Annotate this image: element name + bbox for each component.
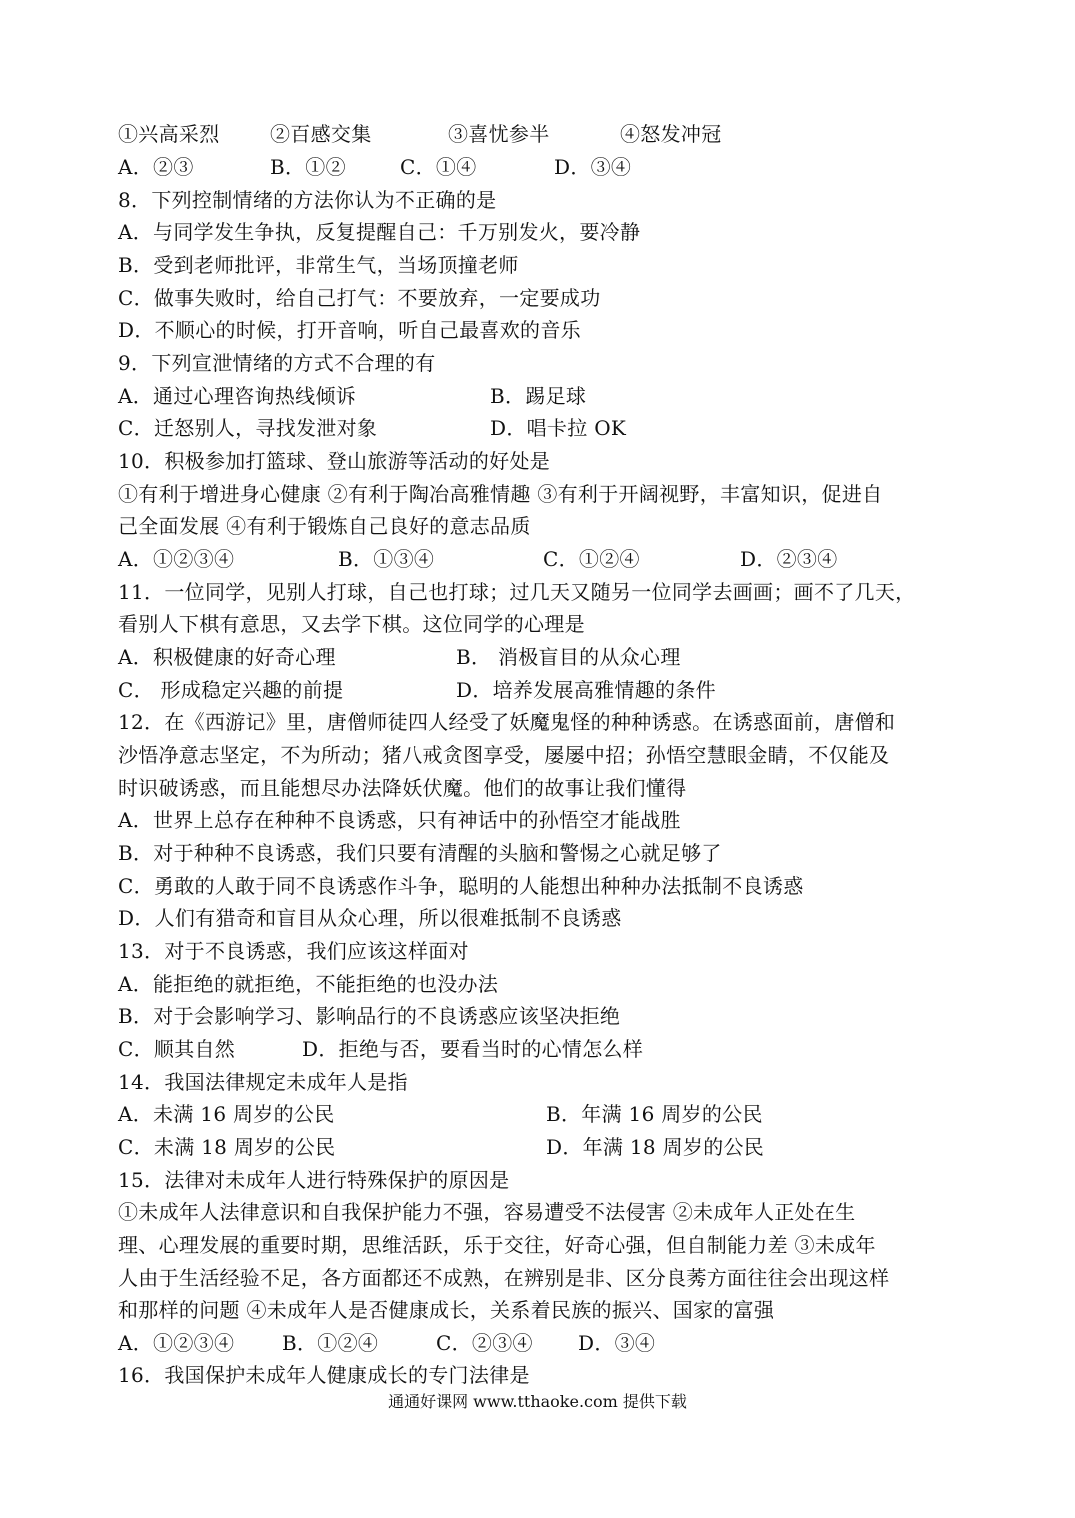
q9-choice-a: A．通过心理咨询热线倾诉 — [118, 384, 357, 408]
q10-line-2: 己全面发展 ④有利于锻炼自己良好的意志品质 — [118, 514, 531, 538]
q13-choice-a: A．能拒绝的就拒绝，不能拒绝的也没办法 — [118, 972, 499, 996]
q15-line-4: 和那样的问题 ④未成年人是否健康成长，关系着民族的振兴、国家的富强 — [118, 1298, 775, 1322]
q13-choice-b: B．对于会影响学习、影响品行的不良诱惑应该坚决拒绝 — [118, 1004, 621, 1028]
q12-choice-b: B．对于种种不良诱惑，我们只要有清醒的头脑和警惕之心就足够了 — [118, 841, 722, 865]
q14-choice-d: D．年满 18 周岁的公民 — [546, 1135, 765, 1159]
q10-line-1: ①有利于增进身心健康 ②有利于陶冶高雅情趣 ③有利于开阔视野，丰富知识，促进自 — [118, 482, 883, 506]
q15-choice-a: A．①②③④ — [118, 1331, 235, 1355]
q12-line-3: 时识破诱惑，而且能想尽办法降妖伏魔。他们的故事让我们懂得 — [118, 776, 687, 800]
q7-option-3: ③喜忧参半 — [448, 122, 550, 146]
q12-choice-c: C．勇敢的人敢于同不良诱惑作斗争，聪明的人能想出种种办法抵制不良诱惑 — [118, 874, 804, 898]
q15-choice-d: D．③④ — [578, 1331, 656, 1355]
q7-choice-a: A．②③ — [118, 155, 194, 179]
q15-line-2: 理、心理发展的重要时期，思维活跃，乐于交往，好奇心强，但自制能力差 ③未成年 — [118, 1233, 876, 1257]
q11-choice-c: C． 形成稳定兴趣的前提 — [118, 678, 344, 702]
q13-stem: 13．对于不良诱惑，我们应该这样面对 — [118, 939, 469, 963]
q9-choice-c: C．迁怒别人，寻找发泄对象 — [118, 416, 378, 440]
q11-line-2: 看别人下棋有意思，又去学下棋。这位同学的心理是 — [118, 612, 585, 636]
q12-line-1: 12．在《西游记》里，唐僧师徒四人经受了妖魔鬼怪的种种诱惑。在诱惑面前，唐僧和 — [118, 710, 896, 734]
q10-choice-d: D．②③④ — [740, 547, 838, 571]
q8-choice-a: A．与同学发生争执，反复提醒自己：千万别发火，要冷静 — [118, 220, 641, 244]
q7-option-2: ②百感交集 — [270, 122, 372, 146]
q7-option-4: ④怒发冲冠 — [620, 122, 722, 146]
q9-choice-d: D．唱卡拉 OK — [490, 416, 627, 440]
q14-stem: 14．我国法律规定未成年人是指 — [118, 1070, 408, 1094]
q14-choice-c: C．未满 18 周岁的公民 — [118, 1135, 336, 1159]
q16-stem: 16．我国保护未成年人健康成长的专门法律是 — [118, 1363, 530, 1387]
q8-choice-b: B．受到老师批评，非常生气，当场顶撞老师 — [118, 253, 519, 277]
q11-choice-d: D．培养发展高雅情趣的条件 — [456, 678, 716, 702]
q9-stem: 9．下列宣泄情绪的方式不合理的有 — [118, 351, 436, 375]
q11-line-1: 11．一位同学，见别人打球，自己也打球；过几天又随另一位同学去画画；画不了几天， — [118, 580, 916, 604]
q10-stem: 10．积极参加打篮球、登山旅游等活动的好处是 — [118, 449, 551, 473]
q15-stem: 15．法律对未成年人进行特殊保护的原因是 — [118, 1168, 510, 1192]
footer-download-note: 通通好课网 www.tthaoke.com 提供下载 — [388, 1392, 687, 1411]
q7-choice-d: D．③④ — [554, 155, 632, 179]
q15-line-3: 人由于生活经验不足，各方面都还不成熟，在辨别是非、区分良莠方面往往会出现这样 — [118, 1266, 890, 1290]
q8-choice-c: C．做事失败时，给自己打气：不要放弃，一定要成功 — [118, 286, 601, 310]
q15-choice-b: B．①②④ — [282, 1331, 379, 1355]
q7-choice-b: B．①② — [270, 155, 346, 179]
q12-choice-d: D．人们有猎奇和盲目从众心理，所以很难抵制不良诱惑 — [118, 906, 622, 930]
q13-choice-d: D．拒绝与否，要看当时的心情怎么样 — [302, 1037, 644, 1061]
q15-choice-c: C．②③④ — [436, 1331, 533, 1355]
q7-choice-c: C．①④ — [400, 155, 477, 179]
q15-line-1: ①未成年人法律意识和自我保护能力不强，容易遭受不法侵害 ②未成年人正处在生 — [118, 1200, 856, 1224]
q12-choice-a: A．世界上总存在种种不良诱惑，只有神话中的孙悟空才能战胜 — [118, 808, 681, 832]
q11-choice-b: B． 消极盲目的从众心理 — [456, 645, 681, 669]
q10-choice-c: C．①②④ — [543, 547, 640, 571]
q8-stem: 8．下列控制情绪的方法你认为不正确的是 — [118, 188, 497, 212]
q8-choice-d: D．不顺心的时候，打开音响，听自己最喜欢的音乐 — [118, 318, 581, 342]
q13-choice-c: C．顺其自然 — [118, 1037, 236, 1061]
q9-choice-b: B．踢足球 — [490, 384, 587, 408]
q12-line-2: 沙悟净意志坚定，不为所动；猪八戒贪图享受，屡屡中招；孙悟空慧眼金睛，不仅能及 — [118, 743, 890, 767]
q14-choice-a: A．未满 16 周岁的公民 — [118, 1102, 335, 1126]
q10-choice-b: B．①③④ — [338, 547, 435, 571]
q14-choice-b: B．年满 16 周岁的公民 — [546, 1102, 763, 1126]
q10-choice-a: A．①②③④ — [118, 547, 235, 571]
q7-option-1: ①兴高采烈 — [118, 122, 220, 146]
q11-choice-a: A．积极健康的好奇心理 — [118, 645, 336, 669]
